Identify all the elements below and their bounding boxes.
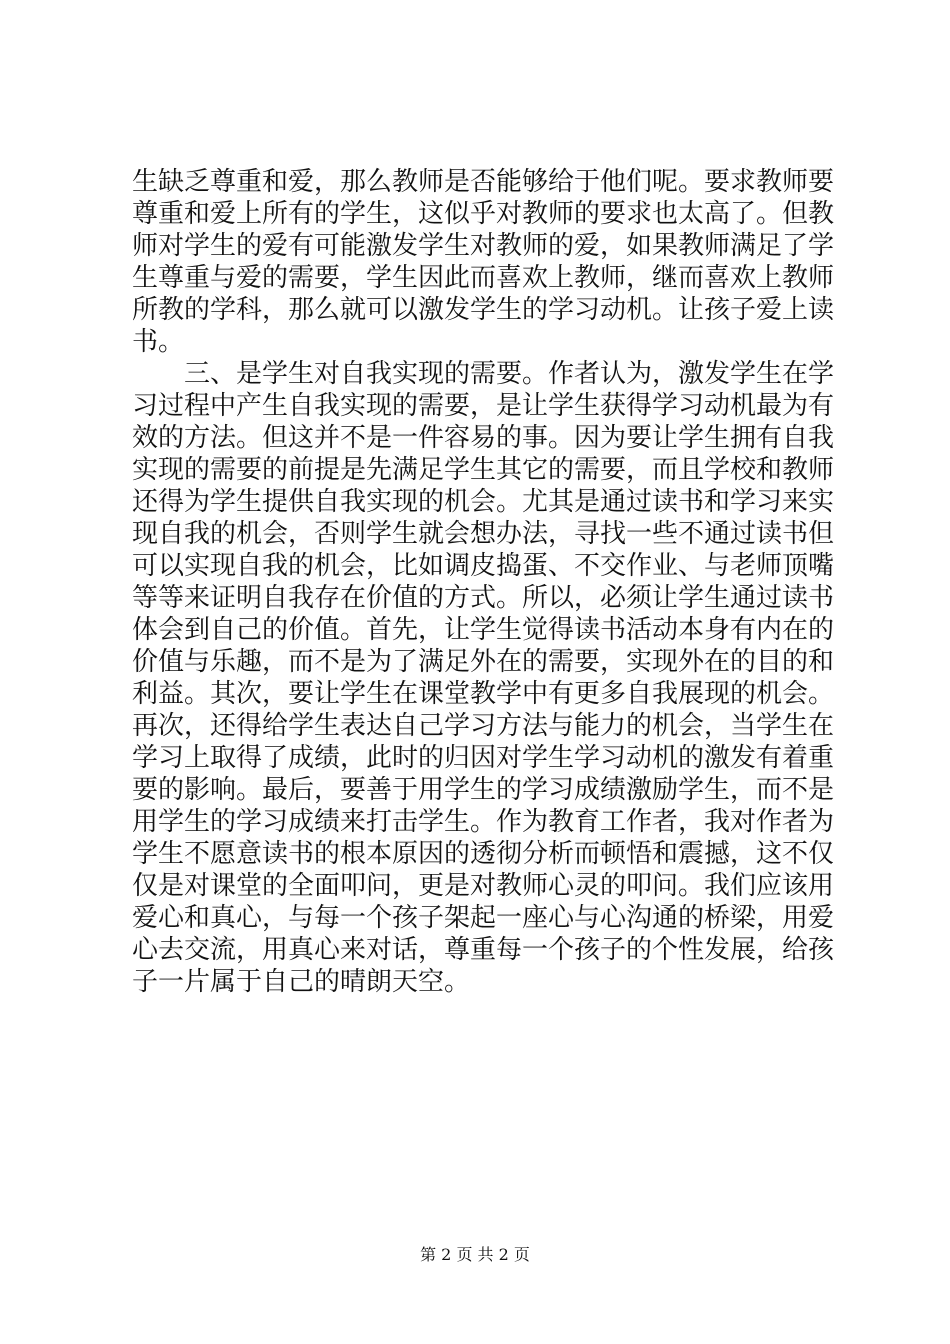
text-line: 利益。其次，要让学生在课堂教学中有更多自我展现的机会。 — [132, 679, 835, 709]
text-line: 所教的学科，那么就可以激发学生的学习动机。让孩子爱上读 — [132, 295, 835, 325]
text-line: 生缺乏尊重和爱，那么教师是否能够给于他们呢。要求教师要 — [132, 167, 835, 197]
text-line: 生尊重与爱的需要，学生因此而喜欢上教师，继而喜欢上教师 — [132, 263, 835, 293]
page-number-footer: 第 2 页 共 2 页 — [420, 1245, 530, 1264]
text-line: 学生不愿意读书的根本原因的透彻分析而顿悟和震撼，这不仅 — [132, 839, 835, 869]
body-text — [132, 166, 835, 998]
text-line: 仅是对课堂的全面叩问，更是对教师心灵的叩问。我们应该用 — [132, 871, 835, 901]
text-line: 实现的需要的前提是先满足学生其它的需要，而且学校和教师 — [132, 455, 835, 485]
text-line: 要的影响。最后，要善于用学生的学习成绩激励学生，而不是 — [132, 775, 835, 805]
text-line: 子一片属于自己的晴朗天空。 — [132, 967, 471, 997]
text-line: 价值与乐趣，而不是为了满足外在的需要，实现外在的目的和 — [132, 647, 835, 677]
text-line: 再次，还得给学生表达自己学习方法与能力的机会，当学生在 — [132, 711, 835, 741]
text-line: 效的方法。但这并不是一件容易的事。因为要让学生拥有自我 — [132, 423, 835, 453]
text-line: 爱心和真心，与每一个孩子架起一座心与心沟通的桥梁，用爱 — [132, 903, 835, 933]
text-line: 用学生的学习成绩来打击学生。作为教育工作者，我对作者为 — [132, 807, 835, 837]
text-line: 学习上取得了成绩，此时的归因对学生学习动机的激发有着重 — [132, 743, 835, 773]
text-line: 现自我的机会，否则学生就会想办法，寻找一些不通过读书但 — [132, 519, 835, 549]
text-line: 可以实现自我的机会，比如调皮捣蛋、不交作业、与老师顶嘴 — [132, 551, 835, 581]
text-line: 体会到自己的价值。首先，让学生觉得读书活动本身有内在的 — [132, 615, 835, 645]
text-line: 师对学生的爱有可能激发学生对教师的爱，如果教师满足了学 — [132, 231, 835, 261]
text-line: 尊重和爱上所有的学生，这似乎对教师的要求也太高了。但教 — [132, 199, 835, 229]
text-line: 书。 — [132, 327, 185, 357]
text-line: 等等来证明自我存在价值的方式。所以，必须让学生通过读书 — [132, 583, 835, 613]
text-line: 还得为学生提供自我实现的机会。尤其是通过读书和学习来实 — [132, 487, 835, 517]
text-line: 心去交流，用真心来对话，尊重每一个孩子的个性发展，给孩 — [132, 935, 835, 965]
text-line: 三、是学生对自我实现的需要。作者认为，激发学生在学 — [184, 359, 835, 389]
text-line: 习过程中产生自我实现的需要，是让学生获得学习动机最为有 — [132, 391, 835, 421]
